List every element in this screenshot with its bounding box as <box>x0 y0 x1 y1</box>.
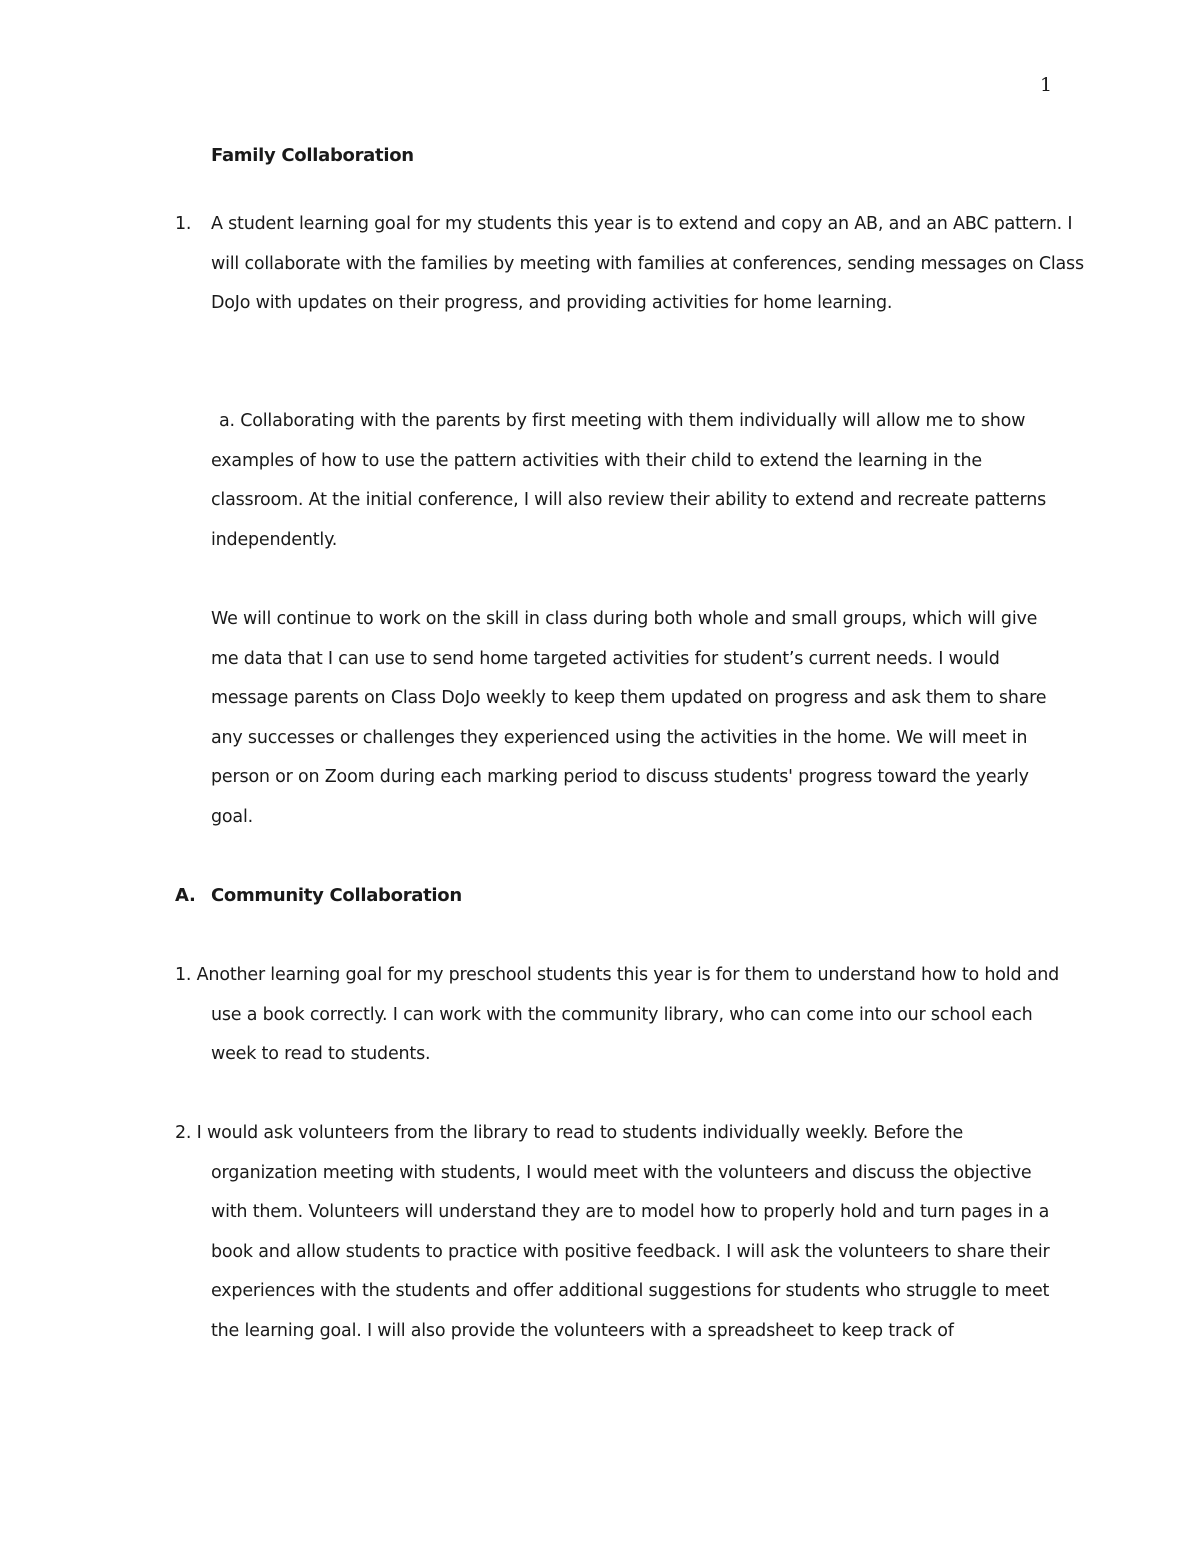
family-paragraph: We will continue to work on the skill in class during both whole and small groups, which will give me data that I can use to send home targeted activities for student’s current needs. I would message parents on Class DoJo weekly to keep them updated on progress and ask them to share any successes or challenges they experienced using the activities in the home. We will meet in person or on Zoom during each marking period to discuss students' progress toward the yearly goal. <box>211 609 1047 827</box>
family-item-a: a. Collaborating with the parents by first meeting with them individually will allow me to show examples of how to use the pattern activities with their child to extend the learning in the classroom. At the initial conference, I will also review their ability to extend and recreate patterns independently. <box>211 411 1047 550</box>
community-item-1: 1. Another learning goal for my preschool students this year is for them to understand how to hold and use a book correctly. I can work with the community library, who can come into our school each week to read to students. <box>175 965 1060 1064</box>
community-heading-text: Community Collaboration <box>211 885 462 906</box>
community-item-2: 2. I would ask volunteers from the library to read to students individually weekly. Before the organization meeting with students, I would meet with the volunteers and discuss the objective with them. Volunteers will understand they are to model how to properly hold and turn pages in a book and allow students to practice with positive feedback. I will ask the volunteers to share their experiences with the students and offer additional suggestions for students who struggle to meet the learning goal. I will also provide the volunteers with a spreadsheet to keep track of <box>175 1123 1050 1341</box>
community-collaboration-heading <box>175 876 462 916</box>
family-item-1-number: 1. <box>175 214 192 234</box>
family-item-1 <box>175 205 1101 324</box>
family-item-1-text: A student learning goal for my students this year is to extend and copy an AB, and an ABC pattern. I will collaborate with the families by meeting with families at conferences, sending messages on Class DoJo with updates on their progress, and providing activities for home learning. <box>211 214 1084 313</box>
family-collaboration-heading: Family Collaboration <box>211 145 414 166</box>
community-heading-letter: A. <box>175 885 196 906</box>
page-number: 1 <box>1040 74 1053 96</box>
